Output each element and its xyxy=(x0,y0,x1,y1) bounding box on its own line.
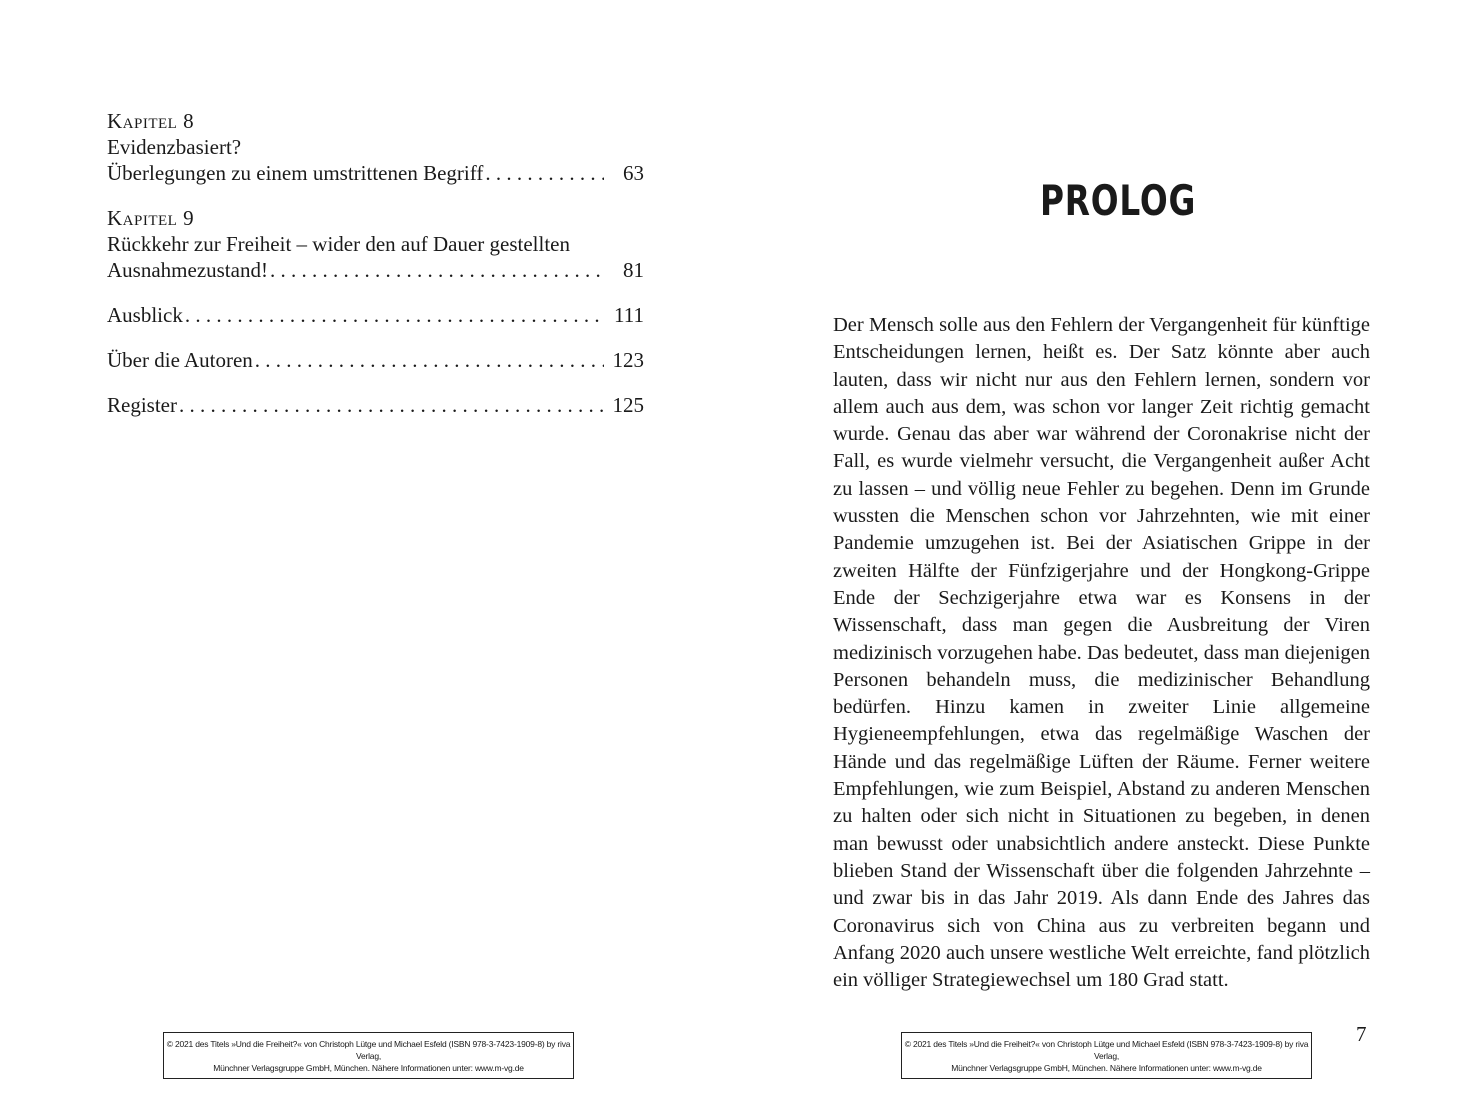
page-reference: 111 xyxy=(614,303,644,327)
page-reference: 63 xyxy=(623,161,644,185)
page-reference: 125 xyxy=(612,393,644,417)
prologue-body xyxy=(833,312,1370,994)
copyright-line: © 2021 des Titels »Und die Freiheit?« von Christoph Lütge und Michael Esfeld (ISBN 978-3-7423-1909-8) by riva Verlag, xyxy=(166,1038,571,1061)
chapter-label: Kapitel 8 xyxy=(107,109,195,133)
copyright-line: © 2021 des Titels »Und die Freiheit?« von Christoph Lütge und Michael Esfeld (ISBN 978-3-7423-1909-8) by riva Verlag, xyxy=(904,1038,1309,1061)
toc-entry-autoren[interactable] xyxy=(107,347,644,373)
copyright-notice-right xyxy=(901,1032,1312,1079)
toc-title: Ausblick xyxy=(107,303,183,327)
chapter-title-line: Evidenzbasiert? xyxy=(107,135,242,159)
copyright-line: Münchner Verlagsgruppe GmbH, München. Nähere Informationen unter: www.m-vg.de xyxy=(951,1062,1262,1073)
prologue-paragraph: Der Mensch solle aus den Fehlern der Vergangenheit für künftige Entscheidungen lernen, heißt es. Der Satz könnte aber auch lauten, dass wir nicht nur aus den Fehlern lernen, sondern vor allem auch aus dem, was schon vor langer Zeit richtig gemacht wurde. Genau das aber war während der Coronakrise nicht der Fall, es wurde vielmehr versucht, die Vergangenheit außer Acht zu lassen – und völlig neue Fehler zu begehen. Denn im Grunde wussten die Menschen schon vor Jahrzehnten, wie mit einer Pandemie umzugehen ist. Bei der Asiatischen Grippe in der zweiten Hälfte der Fünfzigerjahre und der Hongkong-Grippe Ende der Sechzigerjahre etwa war es Konsens in der Wissenschaft, dass man gegen die Ausbreitung der Viren medizinisch vorzugehen habe. Das bedeutet, dass man diejenigen Personen behandeln muss, die medizinischer Behandlung bedürfen. Hinzu kamen in zweiter Linie allgemeine Hygieneempfehlungen, etwa das regelmäßige Waschen der Hände und das regelmäßige Lüften der Räume. Ferner weitere Empfehlungen, wie zum Beispiel, Abstand zu anderen Menschen zu halten oder sich nicht in Situationen zu begeben, in denen man bewusst oder unabsichtlich andere ansteckt. Diese Punkte blieben Stand der Wissenschaft über die folgenden Jahrzehnte – und zwar bis in das Jahr 2019. Als dann Ende des Jahres das Coronavirus sich von China aus zu verbreiten begann und Anfang 2020 auch unsere westliche Welt erreichte, fand plötzlich ein völliger Strategiewechsel um 180 Grad statt. xyxy=(833,314,1370,992)
dot-leader xyxy=(179,392,604,418)
dot-leader xyxy=(185,302,604,328)
page-reference: 81 xyxy=(623,258,644,282)
toc-title: Register xyxy=(107,393,177,417)
chapter-label: Kapitel 9 xyxy=(107,206,195,230)
toc-title: Über die Autoren xyxy=(107,348,253,372)
chapter-title-line: Rückkehr zur Freiheit – wider den auf Dauer gestellten xyxy=(107,232,570,256)
chapter-subtitle: Überlegungen zu einem umstrittenen Begriff xyxy=(107,161,484,185)
toc-entry-chapter-8[interactable] xyxy=(107,108,644,186)
table-of-contents xyxy=(107,108,644,437)
toc-line xyxy=(107,160,644,186)
page-number: 7 xyxy=(1356,1022,1367,1046)
page-title: PROLOG xyxy=(1040,176,1197,225)
dot-leader xyxy=(485,160,604,186)
toc-entry-chapter-9[interactable] xyxy=(107,205,644,283)
dot-leader xyxy=(255,347,604,373)
copyright-notice-left xyxy=(163,1032,574,1079)
dot-leader xyxy=(270,257,604,283)
copyright-line: Münchner Verlagsgruppe GmbH, München. Nähere Informationen unter: www.m-vg.de xyxy=(213,1062,524,1073)
page-reference: 123 xyxy=(612,348,644,372)
toc-line xyxy=(107,257,644,283)
chapter-subtitle: Ausnahmezustand! xyxy=(107,258,268,282)
toc-entry-ausblick[interactable] xyxy=(107,302,644,328)
toc-entry-register[interactable] xyxy=(107,392,644,418)
